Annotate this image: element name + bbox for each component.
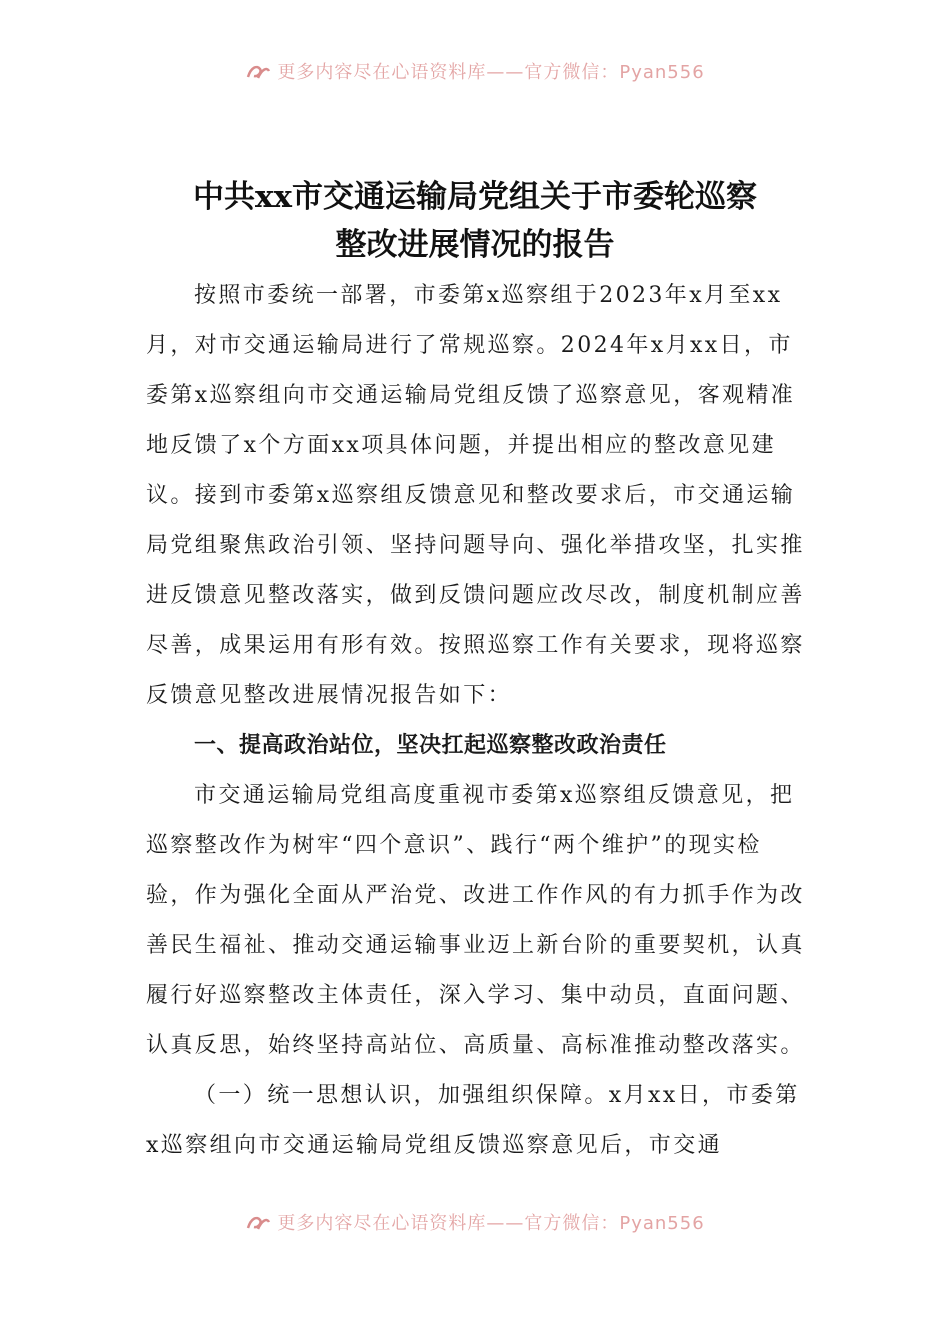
watermark-text: 更多内容尽在心语资料库——官方微信：Pyan556: [277, 62, 705, 83]
paragraph-intro: 按照市委统一部署，市委第x巡察组于2023年x月至xx月，对市交通运输局进行了常规巡察。2024年x月xx日，市委第x巡察组向市交通运输局党组反馈了巡察意见，客观精准地反馈了x个方面xx项具体问题，并提出相应的整改意见建议。接到市委第x巡察组反馈意见和整改要求后，市交通运输局党组聚焦政治引领、坚持问题导向、强化举措攻坚，扎实推进反馈意见整改落实，做到反馈问题应改尽改，制度机制应善尽善，成果运用有形有效。按照巡察工作有关要求，现将巡察反馈意见整改进展情况报告如下：: [146, 283, 805, 708]
watermark-top: [0, 58, 950, 84]
section-heading-1: 一、提高政治站位，坚决扛起巡察整改政治责任: [194, 733, 667, 758]
document-body: [146, 271, 806, 1171]
watermark-logo-icon: [245, 63, 271, 81]
paragraph-subsection-1: （一）统一思想认识，加强组织保障。x月xx日，市委第x巡察组向市交通运输局党组反馈巡察意见后，市交通: [146, 1083, 800, 1158]
watermark-logo-icon: [245, 1214, 271, 1232]
watermark-bottom: [0, 1209, 950, 1235]
paragraph-section-1: 市交通运输局党组高度重视市委第x巡察组反馈意见，把巡察整改作为树牢“四个意识”、践行“两个维护”的现实检验，作为强化全面从严治党、改进工作作风的有力抓手作为改善民生福祉、推动交通运输事业迈上新台阶的重要契机，认真履行好巡察整改主体责任，深入学习、集中动员，直面问题、认真反思，始终坚持高站位、高质量、高标准推动整改落实。: [146, 783, 805, 1058]
document-title-line-2: 整改进展情况的报告: [335, 227, 615, 263]
watermark-text: 更多内容尽在心语资料库——官方微信：Pyan556: [277, 1213, 705, 1234]
document-title-line-1: 中共xx市交通运输局党组关于市委轮巡察: [193, 179, 757, 215]
